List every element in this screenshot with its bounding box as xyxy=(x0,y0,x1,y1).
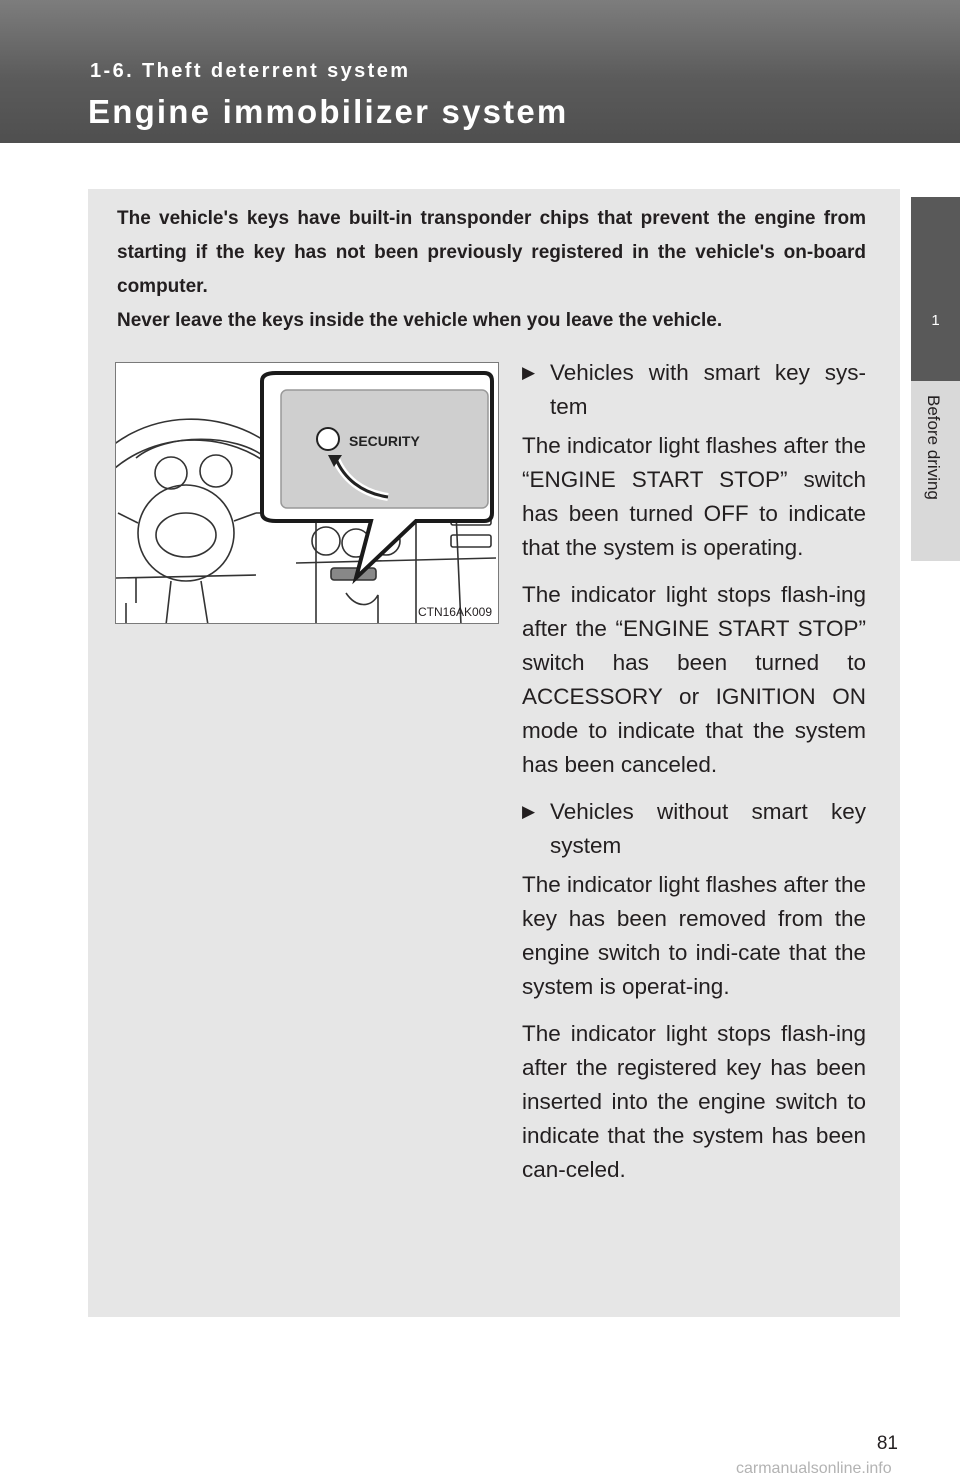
chapter-tab-label: Before driving xyxy=(924,395,943,500)
section-heading xyxy=(522,356,866,424)
intro-warning: Never leave the keys inside the vehicle when you leave the vehicle. xyxy=(117,310,723,331)
page-header xyxy=(0,0,960,143)
chapter-tab[interactable] xyxy=(911,197,960,381)
section-label: 1-6. Theft deterrent system xyxy=(90,60,411,82)
dashboard-drawing xyxy=(116,363,499,624)
watermark: carmanualsonline.info xyxy=(736,1460,892,1477)
section-heading xyxy=(522,795,866,863)
paragraph: The indicator light stops flash-ing after the “ENGINE START STOP” switch has been turned to ACCESSORY or IGNITION ON mode to indicate that the system has been canceled. xyxy=(522,582,866,777)
paragraph: The indicator light flashes after the “ENGINE START STOP” switch has been turned OFF to indicate that the system is operating. xyxy=(522,433,866,560)
arrow-right-icon: ▶ xyxy=(522,802,536,821)
section-heading-text: Vehicles without smart key system xyxy=(550,799,866,858)
chapter-tab-number: 1 xyxy=(931,312,940,329)
section-heading-text: Vehicles with smart key sys-tem xyxy=(550,360,866,419)
page-title: Engine immobilizer system xyxy=(88,93,569,130)
dashboard-illustration xyxy=(115,362,499,624)
description-column xyxy=(522,356,866,1200)
intro xyxy=(117,202,866,338)
security-indicator-label: SECURITY xyxy=(349,433,420,449)
paragraph: The indicator light stops flash-ing after the registered key has been inserted into the engine switch to indicate that the system has been can-celed. xyxy=(522,1021,866,1182)
page-number: 81 xyxy=(876,1433,898,1454)
figure-code: CTN16AK009 xyxy=(417,605,492,619)
paragraph: The indicator light flashes after the key has been removed from the engine switch to indi-cate that the system is operat-ing. xyxy=(522,872,866,999)
intro-paragraph: The vehicle's keys have built-in transponder chips that prevent the engine from starting if the key has not been previously registered in the vehicle's on-board computer. xyxy=(117,208,866,297)
arrow-right-icon: ▶ xyxy=(522,363,536,382)
